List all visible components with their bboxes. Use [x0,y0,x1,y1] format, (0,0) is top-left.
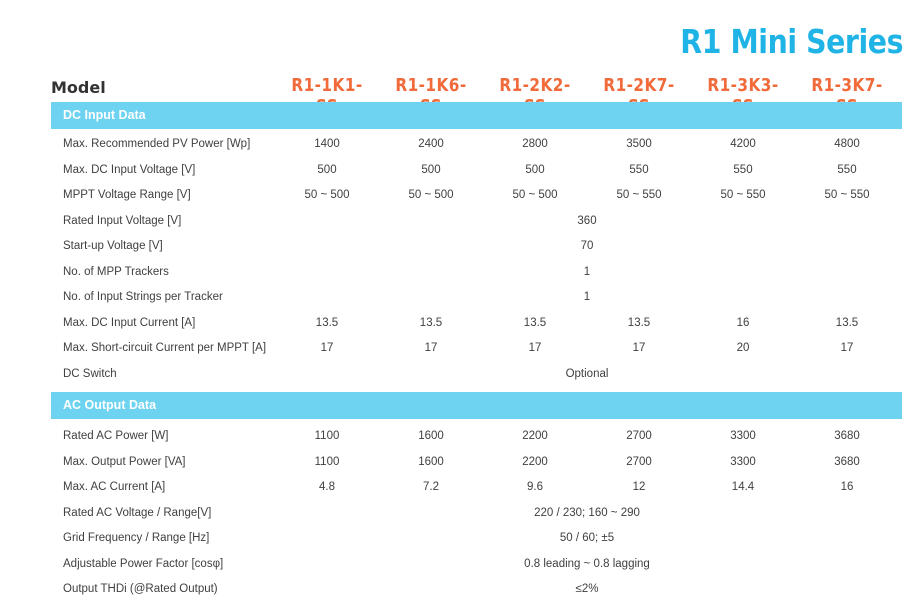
row-value: 17 [528,342,542,354]
row-value: 13.5 [835,316,859,329]
row-shared-value: 360 [577,214,597,227]
row-value: 16 [736,316,750,329]
table-row [51,501,902,526]
model-code: R1-1K1- [291,75,363,96]
row-value: 500 [525,163,545,176]
row-label: Start-up Voltage [V] [63,240,163,252]
table-row [51,526,902,551]
row-value: 20 [736,342,750,354]
row-value: 50 ~ 550 [824,189,870,201]
row-label: Max. Output Power [VA] [63,455,186,468]
row-value: 4200 [730,138,756,150]
row-label: Adjustable Power Factor [cosφ] [63,557,224,570]
model-code: R1-2K7- [603,75,675,96]
row-value: 4800 [834,138,860,150]
row-value: 16 [840,481,854,493]
row-value: 7.2 [423,481,439,493]
row-value: 14.4 [731,481,755,493]
row-value: 550 [837,163,857,176]
row-value: 1100 [314,430,340,442]
table-row [51,183,902,208]
row-shared-value: 1 [583,265,591,278]
row-label: Grid Frequency / Range [Hz] [63,532,210,544]
row-value: 2700 [626,455,652,468]
table-row [51,577,902,602]
row-value: 500 [421,163,441,176]
model-code: R1-3K7- [811,75,883,96]
row-value: 50 ~ 550 [720,189,766,201]
table-row [51,260,902,285]
table-row [51,158,902,183]
model-code: R1-1K6- [395,75,467,96]
row-label: MPPT Voltage Range [V] [63,189,191,201]
row-value: 1100 [314,455,340,468]
row-value: 3300 [730,430,756,442]
row-value: 2200 [522,455,548,468]
row-label: Rated Input Voltage [V] [63,214,182,227]
row-value: 2400 [418,138,444,150]
row-value: 13.5 [523,316,547,329]
series-title: R1 Mini Series [680,22,903,61]
row-value: 9.6 [527,481,543,493]
row-value: 550 [733,163,753,176]
row-shared-value: 70 [580,240,594,252]
section-title: AC Output Data [63,398,157,412]
row-value: 17 [424,342,438,354]
ac-section-header [51,392,902,419]
table-row [51,311,902,336]
row-value: 13.5 [315,316,339,329]
row-value: 3500 [626,138,652,150]
row-label: DC Switch [63,367,117,380]
table-row [51,362,902,387]
row-value: 50 ~ 500 [304,189,350,201]
dc-section-header [51,102,902,129]
model-label: Model [51,78,106,97]
row-value: 2800 [522,138,548,150]
row-label: Max. DC Input Voltage [V] [63,163,196,176]
row-value: 1400 [314,138,340,150]
section-title: DC Input Data [63,108,146,122]
table-row [51,132,902,157]
row-value: 3300 [730,455,756,468]
table-row [51,450,902,475]
row-value: 550 [629,163,649,176]
table-row [51,552,902,577]
row-label: Max. AC Current [A] [63,481,166,493]
row-value: 1600 [418,430,444,442]
model-code: R1-3K3- [707,75,779,96]
row-value: 50 ~ 500 [408,189,454,201]
row-label: Max. Short-circuit Current per MPPT [A] [63,342,267,354]
row-value: 50 ~ 500 [512,189,558,201]
row-label: Rated AC Voltage / Range[V] [63,506,212,519]
row-value: 3680 [834,430,860,442]
row-label: Max. Recommended PV Power [Wp] [63,138,251,150]
row-value: 3680 [834,455,860,468]
row-value: 500 [317,163,337,176]
table-row [51,475,902,500]
model-code: R1-2K2- [499,75,571,96]
row-value: 17 [840,342,854,354]
row-shared-value: 220 / 230; 160 ~ 290 [534,506,640,519]
row-value: 13.5 [627,316,651,329]
row-shared-value: 50 / 60; ±5 [559,532,615,544]
row-shared-value: ≤2% [575,583,599,595]
row-value: 13.5 [419,316,443,329]
row-value: 2700 [626,430,652,442]
row-value: 17 [320,342,334,354]
row-shared-value: 0.8 leading ~ 0.8 lagging [524,557,650,570]
row-value: 12 [632,481,646,493]
row-label: Rated AC Power [W] [63,430,169,442]
table-row [51,424,902,449]
row-label: Output THDi (@Rated Output) [63,583,218,595]
table-row [51,336,902,361]
row-value: 17 [632,342,646,354]
row-label: No. of MPP Trackers [63,265,169,278]
row-value: 50 ~ 550 [616,189,662,201]
model-header-row [51,72,901,102]
row-value: 2200 [522,430,548,442]
row-label: Max. DC Input Current [A] [63,316,196,329]
table-row [51,234,902,259]
row-value: 1600 [418,455,444,468]
table-row [51,209,902,234]
row-shared-value: 1 [583,291,591,303]
row-shared-value: Optional [565,367,609,380]
table-row [51,285,902,310]
row-value: 4.8 [319,481,335,493]
row-label: No. of Input Strings per Tracker [63,291,223,303]
